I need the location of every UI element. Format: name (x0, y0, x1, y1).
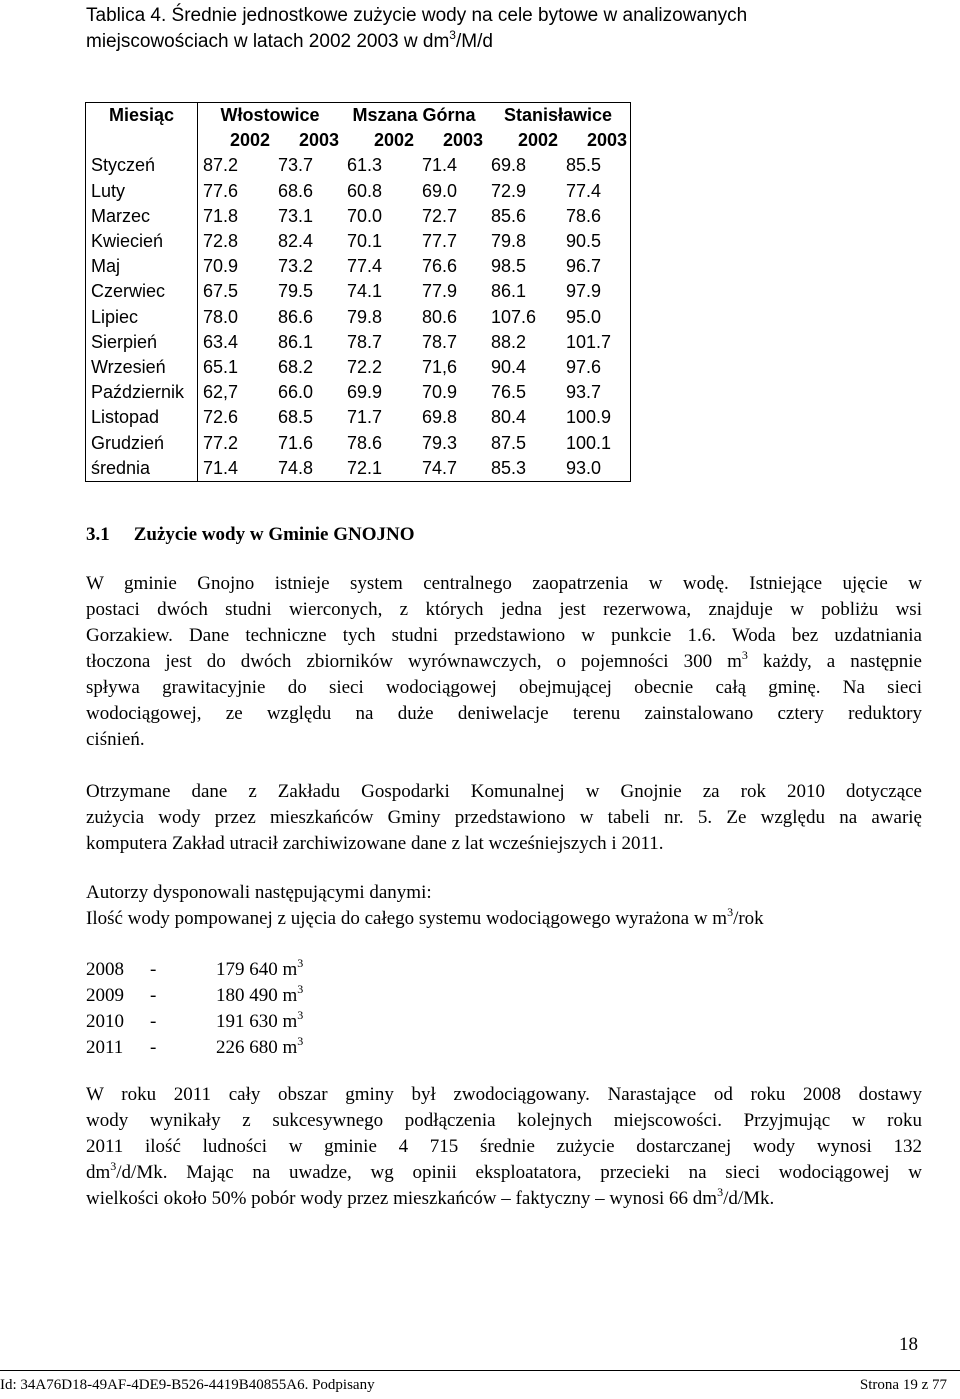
value-cell: 86.6 (278, 306, 314, 327)
month-cell: Sierpień (86, 330, 198, 355)
value-cell: 79.8 (491, 231, 527, 252)
group-header-mszana-gorna: Mszana Górna (342, 103, 486, 129)
month-cell: Kwiecień (86, 229, 198, 254)
value-cell: 72.8 (203, 231, 239, 252)
volume-value: 180 490 m (216, 985, 298, 1006)
value-cell: 77.4 (561, 179, 631, 204)
volume-value: 191 630 m (216, 1011, 298, 1032)
year-header: 2002 (373, 130, 414, 151)
text-fragment: tłoczona jest do dwóch zbiorników wyrównawczych, o pojemności 300 m (86, 651, 742, 672)
value-cell: 62,7 (203, 382, 239, 403)
dash: - (150, 985, 157, 1006)
text-fragment: Ilość wody pompowanej z ujęcia do całego systemu wodociągowego wyrażona w m (86, 908, 728, 929)
value-cell: 78.6 (561, 204, 631, 229)
value-cell: 77.7 (422, 231, 458, 252)
value-cell: 77.4 (347, 256, 383, 277)
value-cell: 82.4 (278, 231, 314, 252)
month-header: Miesiąc (86, 103, 198, 129)
value-cell: 73.7 (278, 155, 314, 176)
value-cell: 70.1 (347, 231, 383, 252)
text-line: Gorzakiew. Dane techniczne tych studni przedstawiono w punkcie 1.6. Woda bez uzdatniania (86, 625, 922, 646)
caption-line-2 (86, 29, 886, 55)
value-cell: 80.6 (422, 306, 458, 327)
superscript: 3 (297, 956, 304, 970)
year-header: 2002 (517, 130, 558, 151)
table-row (86, 380, 631, 405)
value-cell: 68.5 (278, 407, 314, 428)
text-line: zużycia wody przez mieszkańców Gminy przedstawiono w tabeli nr. 5. Ze względu na awarię (86, 807, 922, 828)
text-line: komputera Zakład utracił zarchiwizowane dane z lat wcześniejszych i 2011. (86, 833, 664, 854)
text-fragment: /d/Mk. (723, 1188, 775, 1209)
table-row (86, 229, 631, 254)
value-cell: 71,6 (422, 356, 458, 377)
superscript: 3 (727, 905, 734, 919)
paragraph-consumption (86, 1082, 922, 1212)
text-line: Otrzymane dane z Zakładu Gospodarki Komunalnej w Gnojnie za rok 2010 dotyczące (86, 781, 922, 802)
month-header-spacer (86, 128, 198, 153)
value-cell: 71.7 (347, 407, 383, 428)
value-cell: 93.7 (561, 380, 631, 405)
value-cell: 78.7 (422, 331, 458, 352)
value-cell: 97.9 (561, 279, 631, 304)
authors-note (86, 880, 764, 932)
caption-line-1: Tablica 4. Średnie jednostkowe zużycie wody na cele bytowe w analizowanych (86, 5, 748, 26)
year-header: 2003 (442, 130, 483, 151)
value-cell: 90.5 (561, 229, 631, 254)
volume-value: 179 640 m (216, 959, 298, 980)
value-cell: 86.1 (278, 331, 314, 352)
superscript: 3 (741, 648, 748, 662)
volume (216, 1035, 303, 1061)
value-cell: 63.4 (203, 331, 239, 352)
year: 2008 (86, 959, 124, 980)
text-line: postaci dwóch studni wierconych, z których jedna jest rezerwowa, znajduje w pobliżu wsi (86, 599, 922, 620)
table-row (86, 204, 631, 229)
value-cell: 77.2 (203, 432, 239, 453)
text-fragment: każdy, a następnie (747, 651, 922, 672)
value-cell: 78.0 (203, 306, 239, 327)
value-cell: 71.8 (203, 205, 239, 226)
value-cell: 88.2 (491, 331, 527, 352)
table-row (86, 279, 631, 304)
volume (216, 1009, 303, 1035)
value-cell: 96.7 (561, 254, 631, 279)
value-cell: 66.0 (278, 382, 314, 403)
paragraph-water-system (86, 571, 922, 753)
table-caption (86, 3, 886, 55)
value-cell: 80.4 (491, 407, 527, 428)
text-fragment: /d/Mk. Mając na uwadze, wg opinii eksploatatora, przecieki na sieci wodociągowej w (116, 1162, 922, 1183)
value-cell: 85.6 (491, 205, 527, 226)
value-cell: 97.6 (561, 355, 631, 380)
value-cell: 85.5 (561, 153, 631, 178)
volume (216, 983, 303, 1009)
value-cell: 72.1 (342, 456, 417, 482)
year-header: 2002 (229, 130, 270, 151)
table-row (86, 254, 631, 279)
text-line: spływa grawitacyjnie do sieci wodociągowej obejmującej obecnie całą gminę. Na sieci (86, 677, 922, 698)
month-cell: Październik (86, 380, 198, 405)
value-cell: 72.6 (203, 407, 239, 428)
value-cell: 71.4 (198, 456, 274, 482)
table-row (86, 456, 631, 482)
text-line (86, 1160, 922, 1186)
footer-divider (0, 1370, 960, 1371)
year: 2010 (86, 1011, 124, 1032)
superscript: 3 (717, 1185, 724, 1199)
text-line: wodociągowej, ze względu na duże deniwelacje terenu zainstalowano cztery reduktory (86, 703, 922, 724)
month-cell: Styczeń (86, 153, 198, 178)
authors-line-2 (86, 906, 764, 932)
value-cell: 86.1 (491, 281, 527, 302)
month-cell: Maj (86, 254, 198, 279)
value-cell: 100.1 (561, 430, 631, 455)
value-cell: 70.9 (203, 256, 239, 277)
value-cell: 98.5 (491, 256, 527, 277)
group-header-wlostowice: Włostowice (198, 103, 343, 129)
caption-unit: /M/d (455, 31, 493, 52)
dash: - (150, 1011, 157, 1032)
value-cell: 74.1 (347, 281, 383, 302)
value-cell: 72.2 (347, 356, 383, 377)
dash: - (150, 1037, 157, 1058)
caption-text: miejscowościach w latach 2002 2003 w dm (86, 31, 450, 52)
value-cell: 107.6 (491, 306, 537, 327)
value-cell: 69.8 (491, 155, 527, 176)
value-cell: 68.6 (278, 180, 314, 201)
text-line: ciśnień. (86, 729, 145, 750)
year: 2009 (86, 985, 124, 1006)
month-cell: Lipiec (86, 305, 198, 330)
month-cell: Czerwiec (86, 279, 198, 304)
year: 2011 (86, 1037, 124, 1058)
month-cell: średnia (86, 456, 198, 482)
value-cell: 73.1 (278, 205, 314, 226)
value-cell: 87.5 (491, 432, 527, 453)
section-heading (86, 524, 415, 546)
value-cell: 90.4 (491, 356, 527, 377)
volume-value: 226 680 m (216, 1037, 298, 1058)
text-line: W gminie Gnojno istnieje system centralnego zaopatrzenia w wodę. Istniejące ujęcie w (86, 573, 922, 594)
superscript: 3 (297, 1008, 304, 1022)
text-line: 2011 ilość ludności w gminie 4 715 średnie zużycie dostarczanej wody wynosi 132 (86, 1136, 922, 1157)
value-cell: 79.3 (422, 432, 458, 453)
footer-document-id: Id: 34A76D18-49AF-4DE9-B526-4419B40855A6. Podpisany (0, 1377, 375, 1393)
year-header: 2003 (561, 128, 631, 153)
month-cell: Grudzień (86, 430, 198, 455)
superscript: 3 (297, 1034, 304, 1048)
text-line: W roku 2011 cały obszar gminy był zwodociągowany. Narastające od roku 2008 dostawy (86, 1084, 922, 1105)
text-fragment: dm (86, 1162, 111, 1183)
value-cell: 78.7 (347, 331, 383, 352)
section-title: Zużycie wody w Gminie GNOJNO (133, 524, 415, 545)
value-cell: 100.9 (561, 405, 631, 430)
value-cell: 79.5 (278, 281, 314, 302)
text-line (86, 649, 922, 675)
value-cell: 68.2 (278, 356, 314, 377)
table-row (86, 430, 631, 455)
text-fragment: wielkości około 50% pobór wody przez mieszkańców – faktyczny – wynosi 66 dm (86, 1188, 718, 1209)
value-cell: 74.7 (417, 456, 486, 482)
month-cell: Listopad (86, 405, 198, 430)
water-usage-table (85, 102, 631, 482)
table-row (86, 305, 631, 330)
table-row (86, 153, 631, 178)
value-cell: 71.6 (278, 432, 314, 453)
value-cell: 69.0 (422, 180, 458, 201)
table-row (86, 405, 631, 430)
value-cell: 77.9 (422, 281, 458, 302)
text-line (86, 1186, 922, 1212)
value-cell: 73.2 (278, 256, 314, 277)
value-cell: 79.8 (347, 306, 383, 327)
paragraph-data-source (86, 779, 922, 857)
value-cell: 71.4 (422, 155, 458, 176)
page-number: 18 (899, 1334, 918, 1355)
text-line: wody wynikały z sukcesywnego podłączenia kolejnych miejscowości. Przyjmując w roku (86, 1110, 922, 1131)
value-cell: 77.6 (203, 180, 239, 201)
value-cell: 69.9 (347, 382, 383, 403)
value-cell: 93.0 (561, 456, 631, 482)
year-header: 2003 (298, 130, 339, 151)
table-row (86, 179, 631, 204)
value-cell: 87.2 (203, 155, 239, 176)
value-cell: 70.9 (422, 382, 458, 403)
superscript: 3 (110, 1159, 117, 1173)
text-fragment: /rok (733, 908, 764, 929)
caption-superscript: 3 (449, 28, 456, 42)
month-cell: Luty (86, 179, 198, 204)
value-cell: 76.5 (491, 382, 527, 403)
value-cell: 101.7 (561, 330, 631, 355)
volume (216, 957, 303, 983)
value-cell: 85.3 (486, 456, 561, 482)
value-cell: 67.5 (203, 281, 239, 302)
value-cell: 78.6 (347, 432, 383, 453)
value-cell: 74.8 (273, 456, 342, 482)
authors-line-1: Autorzy dysponowali następującymi danymi: (86, 882, 432, 903)
value-cell: 60.8 (347, 180, 383, 201)
value-cell: 65.1 (203, 356, 239, 377)
group-header-stanislawice: Stanisławice (486, 103, 631, 129)
superscript: 3 (297, 982, 304, 996)
footer-page-count: Strona 19 z 77 (859, 1377, 947, 1393)
table-row (86, 330, 631, 355)
value-cell: 76.6 (422, 256, 458, 277)
value-cell: 72.9 (491, 180, 527, 201)
table-row (86, 355, 631, 380)
section-number: 3.1 (86, 524, 110, 545)
month-cell: Marzec (86, 204, 198, 229)
value-cell: 72.7 (422, 205, 458, 226)
month-cell: Wrzesień (86, 355, 198, 380)
value-cell: 70.0 (347, 205, 383, 226)
value-cell: 69.8 (422, 407, 458, 428)
value-cell: 95.0 (561, 305, 631, 330)
dash: - (150, 959, 157, 980)
value-cell: 61.3 (347, 155, 383, 176)
